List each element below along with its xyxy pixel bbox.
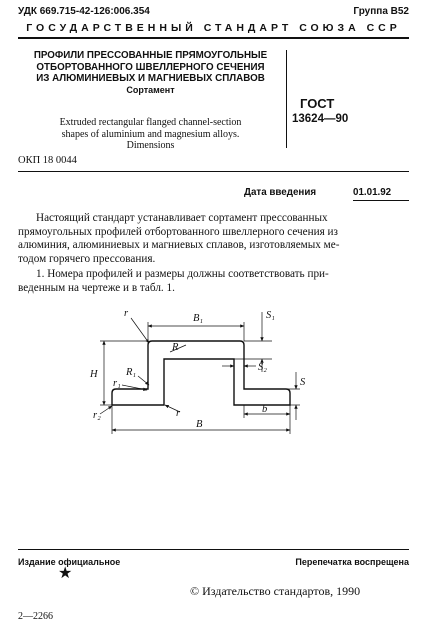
label-r-inner: r [176,408,181,419]
label-B: B [196,419,203,430]
gost-number: 13624—90 [292,113,349,125]
label-S: S [300,377,306,388]
label-R1: R₁ [126,367,137,378]
title-en-line: Extruded rectangular flanged channel-section [59,117,242,128]
paragraph-line: алюминия, алюминиевых и магниевых сплавов, изготовляемых ме- [18,239,340,252]
edition-note: Издание официальное [18,557,121,567]
okp-code: ОКП 18 0044 [18,155,77,166]
label-H: H [90,369,98,380]
label-r1: r₁ [113,378,121,389]
label-S2: S₂ [258,362,267,373]
title-en-line: Dimensions [126,140,175,151]
paragraph-line: веденным на чертеже и в табл. 1. [18,281,175,294]
paragraph-line: прямоугольных профилей отбортованного швеллерного сечения из [18,225,338,238]
paragraph-line: тодом горячего прессования. [18,252,156,265]
title-ru-sub: Сортамент [126,84,175,95]
udk-code: УДК 669.715-42-126:006.354 [18,6,150,17]
label-B1: B₁ [193,313,204,324]
state-standard-banner: ГОСУДАРСТВЕННЫЙ СТАНДАРТ СОЮЗА ССР [26,22,401,34]
intro-date-label: Дата введения [244,187,317,198]
paragraph-line: Настоящий стандарт устанавливает сортамент прессованных [36,212,328,224]
intro-date-value: 01.01.92 [353,187,392,198]
paragraph-line: 1. Номера профилей и размеры должны соответствовать при- [36,268,329,280]
label-S1: S₁ [266,310,275,321]
title-en-line: shapes of aluminium and magnesium alloys. [61,128,240,140]
copyright: © Издательство стандартов, 1990 [190,584,361,598]
label-b: b [262,404,268,415]
page-code: 2—2266 [18,611,53,622]
group-code: Группа В52 [353,6,409,17]
title-ru-line: ИЗ АЛЮМИНИЕВЫХ И МАГНИЕВЫХ СПЛАВОВ [36,73,265,84]
label-R: R [172,342,179,353]
star-icon: ★ [58,565,73,582]
label-r2: r₂ [93,410,101,421]
footer-rule [18,549,409,550]
reprint-note: Перепечатка воспрещена [295,557,409,567]
title-ru-line: ОТБОРТОВАННОГО ШВЕЛЛЕРНОГО СЕЧЕНИЯ [36,61,265,73]
gost-label: ГОСТ [300,96,335,111]
label-r: r [124,308,129,319]
profile-outline [112,341,290,405]
title-ru-line: ПРОФИЛИ ПРЕССОВАННЫЕ ПРЯМОУГОЛЬНЫЕ [33,50,268,61]
